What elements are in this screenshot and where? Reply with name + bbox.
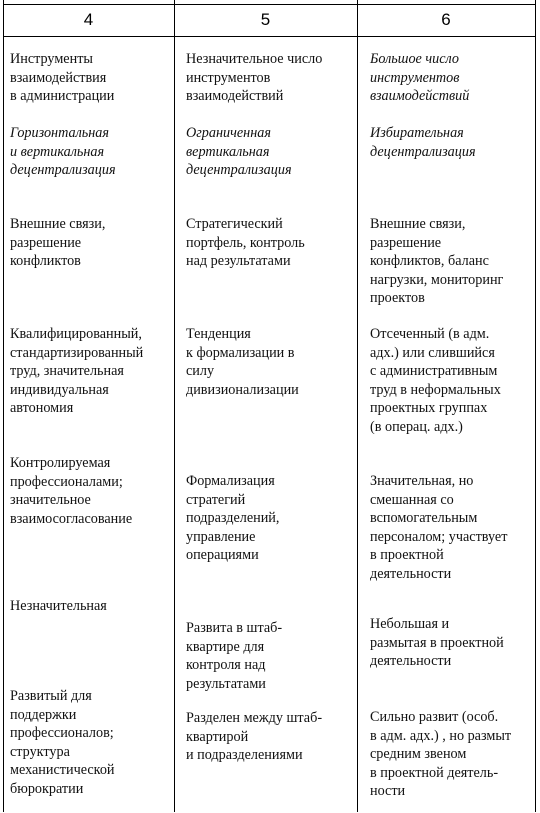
cell-r4-c5: Тенденция к формализации в силу дивизионализации [186, 326, 299, 398]
header-bottom-rule [3, 36, 536, 37]
cell-r3-c6: Внешние связи, разрешение конфликтов, баланс нагрузки, мониторинг проектов [370, 216, 504, 306]
table-right-border [535, 0, 536, 812]
cell-r3-c5: Стратегический портфель, контроль над результатами [186, 216, 305, 269]
table-left-border [3, 0, 4, 812]
column-header-6: 6 [441, 10, 451, 29]
cell-r2-c4: Горизонтальная и вертикальная децентрализация [10, 125, 116, 178]
cell-r5-c4: Контролируемая профессионалами; значительное взаимосогласование [10, 455, 133, 527]
cell-r5-c5: Формализация стратегий подразделений, управление операциями [186, 473, 280, 563]
cell-r4-c6: Отсеченный (в адм. адх.) или слившийся с административным труд в неформальных проектных группах (в операц. адх.) [370, 326, 501, 435]
column-header-5: 5 [260, 10, 271, 29]
cell-r6-c5: Развита в штаб- квартире для контроля над результатами [186, 620, 283, 692]
cell-r3-c4: Внешние связи, разрешение конфликтов [10, 216, 106, 269]
cell-r2-c6: Избирательная децентрализация [370, 125, 476, 160]
column-header-4: 4 [83, 10, 94, 29]
column-divider-2 [357, 0, 358, 812]
cell-r7-c5: Разделен между штаб- квартирой и подразделениями [186, 710, 323, 763]
cell-r6-c6: Небольшая и размытая в проектной деятельности [370, 616, 504, 669]
cell-r5-c6: Значительная, но смешанная со вспомогательным персоналом; участвует в проектной деятельности [370, 473, 508, 582]
cell-r7-c4: Развитый для поддержки профессионалов; структура механистической бюрократии [10, 688, 115, 797]
table-top-rule [3, 4, 536, 5]
cell-r1-c4: Инструменты взаимодействия в администрации [10, 51, 115, 104]
cell-r2-c5: Ограниченная вертикальная децентрализация [186, 125, 292, 178]
cell-r1-c6: Большое число инструментов взаимодействий [370, 51, 470, 104]
cell-r1-c5: Незначительное число инструментов взаимодействий [186, 51, 323, 104]
column-divider-1 [174, 0, 175, 812]
cell-r4-c4: Квалифицированный, стандартизированный труд, значительная индивидуальная автономия [10, 326, 144, 416]
cell-r7-c6: Сильно развит (особ. в адм. адх.) , но размыт средним звеном в проектной деятель- ности [370, 709, 512, 799]
cell-r6-c4: Незначительная [10, 598, 107, 614]
